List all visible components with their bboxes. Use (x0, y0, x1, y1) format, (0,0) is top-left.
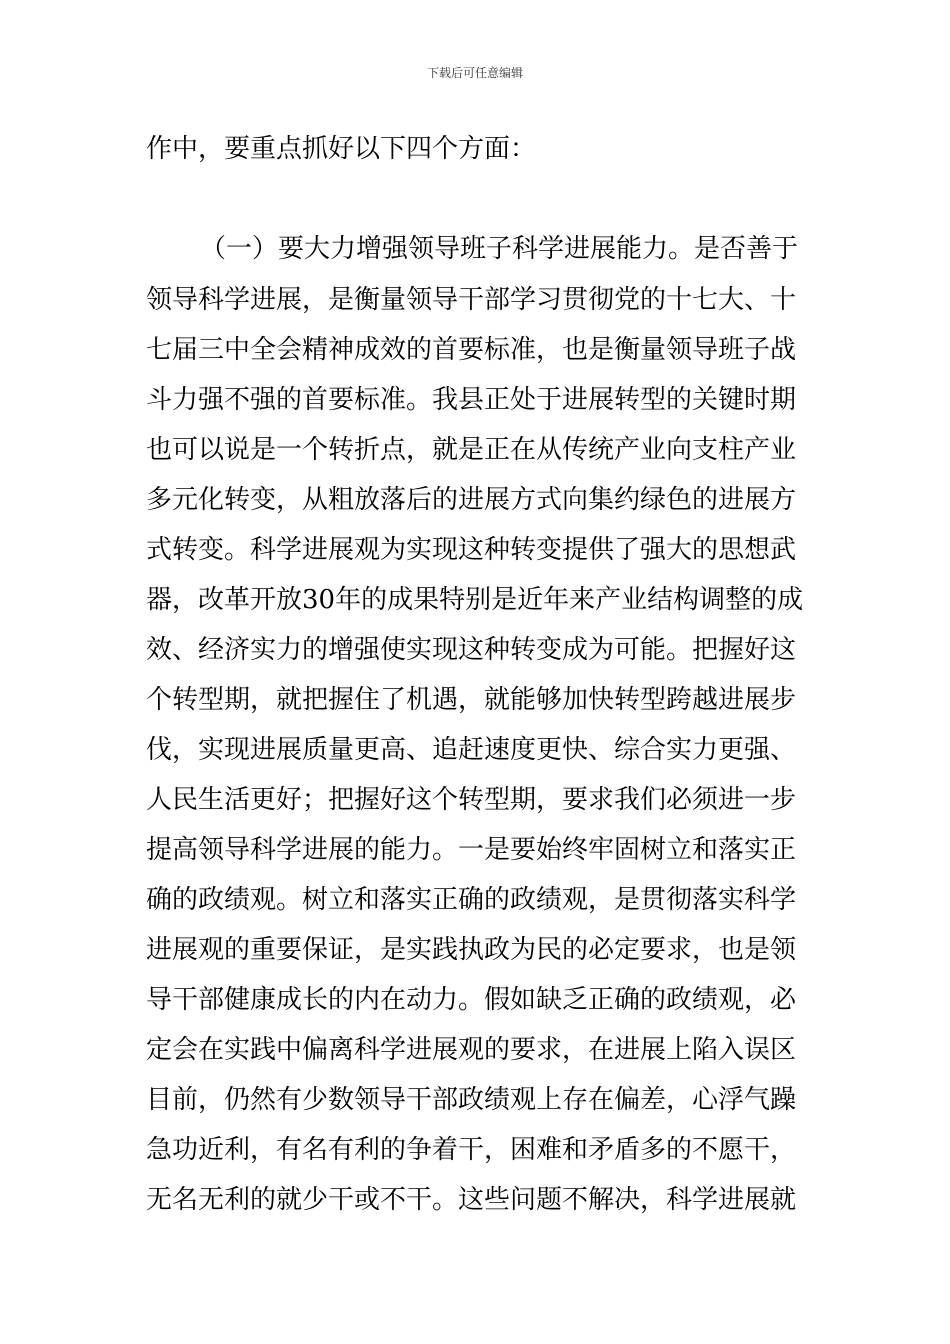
text-line-10: 效、经济实力的增强使实现这种转变成为可能。把握好这 (146, 635, 797, 665)
text-line-4: 七届三中全会精神成效的首要标准，也是衡量领导班子战 (146, 335, 797, 365)
text-line-14: 提高领导科学进展的能力。一是要始终牢固树立和落实正 (146, 835, 797, 865)
header-note: 下载后可任意编辑 (426, 66, 523, 80)
text-line-6: 也可以说是一个转折点，就是正在从传统产业向支柱产业 (146, 435, 797, 465)
text-line-18: 定会在实践中偏离科学进展观的要求，在进展上陷入误区 (146, 1035, 797, 1065)
text-line-13: 人民生活更好；把握好这个转型期，要求我们必须进一步 (146, 785, 797, 815)
text-line-12: 伐，实现进展质量更高、追赶速度更快、综合实力更强、 (146, 735, 797, 765)
text-line-19: 目前，仍然有少数领导干部政绩观上存在偏差，心浮气躁 (146, 1085, 797, 1115)
text-line-20: 急功近利，有名有利的争着干，困难和矛盾多的不愿干， (146, 1135, 797, 1165)
text-line-1: 作中，要重点抓好以下四个方面： (146, 134, 537, 164)
text-line-7: 多元化转变，从粗放落后的进展方式向集约绿色的进展方 (146, 485, 797, 515)
text-line-11: 个转型期，就把握住了机遇，就能够加快转型跨越进展步 (146, 685, 797, 715)
text-line-17: 导干部健康成长的内在动力。假如缺乏正确的政绩观，必 (146, 985, 797, 1015)
text-line-2: （一）要大力增强领导班子科学进展能力。是否善于 (200, 234, 799, 264)
text-line-21: 无名无利的就少干或不干。这些问题不解决，科学进展就 (146, 1185, 797, 1215)
text-line-15: 确的政绩观。树立和落实正确的政绩观，是贯彻落实科学 (146, 885, 797, 915)
text-line-9: 器，改革开放30年的成果特别是近年来产业结构调整的成 (146, 585, 804, 615)
text-line-5: 斗力强不强的首要标准。我县正处于进展转型的关键时期 (146, 385, 797, 415)
text-line-3: 领导科学进展，是衡量领导干部学习贯彻党的十七大、十 (146, 285, 797, 315)
text-line-8: 式转变。科学进展观为实现这种转变提供了强大的思想武 (146, 535, 797, 565)
text-line-16: 进展观的重要保证，是实践执政为民的必定要求，也是领 (146, 935, 797, 965)
